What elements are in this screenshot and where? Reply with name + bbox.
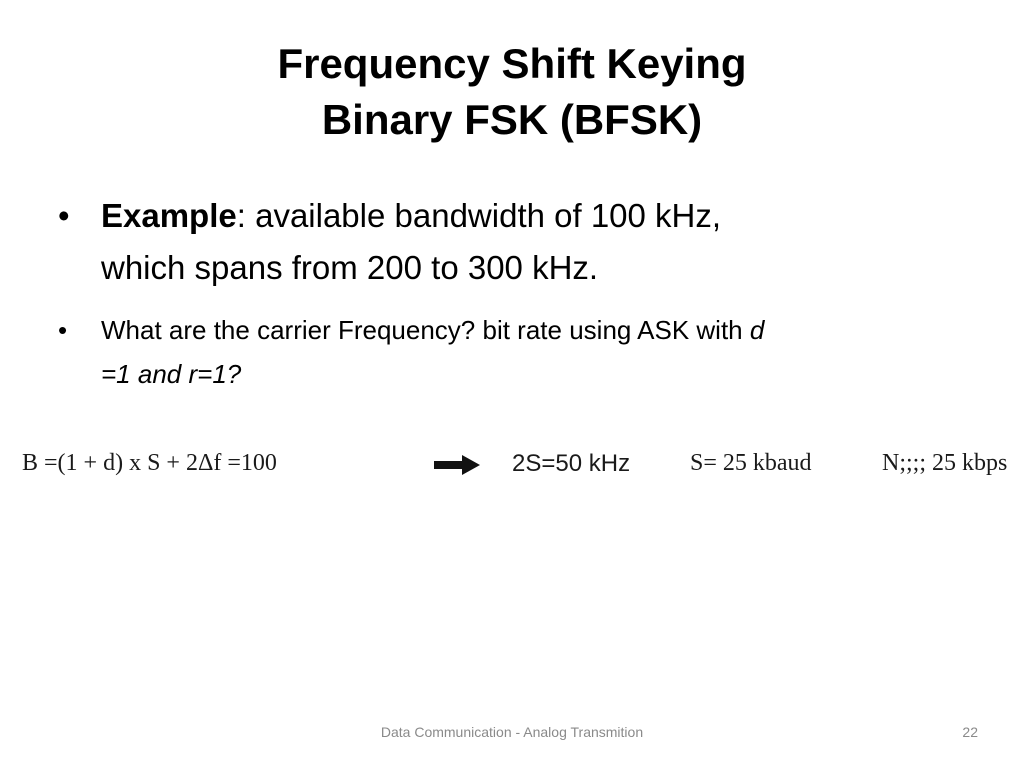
bullet-example (58, 190, 988, 294)
right-arrow-icon (432, 452, 482, 478)
bullet-dot: • (58, 197, 70, 234)
page-number: 22 (962, 724, 978, 740)
bullet-list (58, 190, 988, 396)
formula-s: S= 25 kbaud (690, 450, 812, 476)
question-italic-rest: =1 and r=1? (101, 359, 242, 389)
formula-image (22, 444, 1012, 490)
footer-text: Data Communication - Analog Transmition (380, 724, 644, 740)
example-text-line1: : available bandwidth of 100 kHz, (236, 197, 722, 234)
example-label: Example (101, 197, 237, 234)
question-text: What are the carrier Frequency? bit rate using ASK with (101, 315, 750, 345)
title-line-2: Binary FSK (BFSK) (321, 96, 703, 143)
formula-n: N;;;; 25 kbps (882, 450, 1008, 476)
bullet-question (58, 308, 988, 396)
title-line-1: Frequency Shift Keying (277, 40, 747, 87)
formula-2s: 2S=50 kHz (512, 450, 631, 477)
bullet-dot: • (58, 315, 68, 345)
question-italic-d: d (749, 315, 765, 345)
slide-title (0, 36, 1024, 148)
formula-bandwidth: B =(1 + d) x S + 2Δf =100 (22, 450, 277, 476)
example-text-line2: which spans from 200 to 300 kHz. (101, 249, 599, 286)
